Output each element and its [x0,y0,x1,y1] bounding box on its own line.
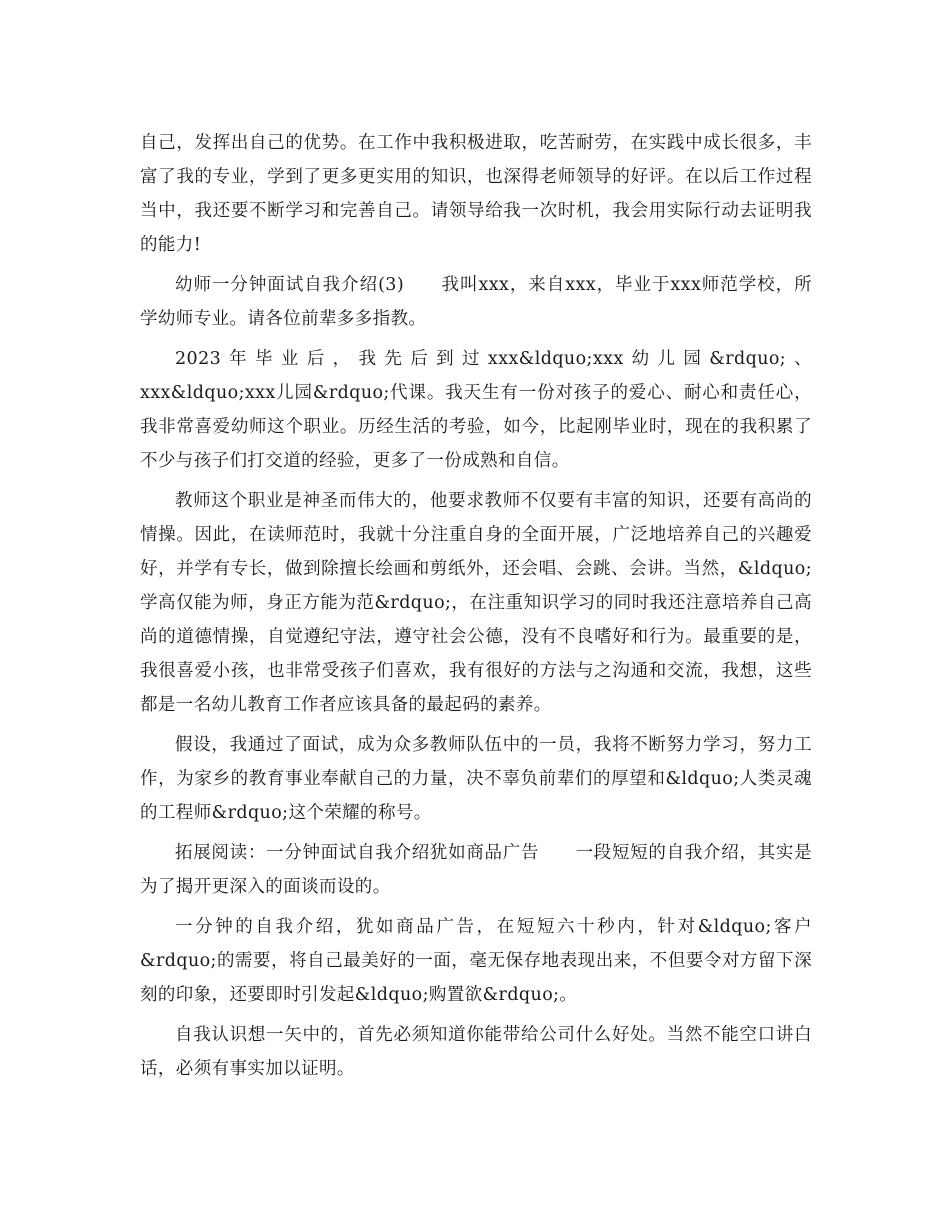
paragraph-self-awareness: 自我认识想一矢中的，首先必须知道你能带给公司什么好处。当然不能空口讲白话，必须有事实加以证明。 [140,1025,812,1079]
paragraph-teacher-qualities: 教师这个职业是神圣而伟大的，他要求教师不仅要有丰富的知识，还要有高尚的情操。因此，在读师范时，我就十分注重自身的全面开展，广泛地培养自己的兴趣爱好，并学有专长，做到除擅长绘画和剪纸外，还会唱、会跳、会讲。当然，&ldquo;学高仅能为师，身正方能为范&rdquo;，在注重知识学习的同时我还注意培养自己高尚的道德情操，自觉遵纪守法，遵守社会公德，没有不良嗜好和行为。最重要的是，我很喜爱小孩，也非常受孩子们喜欢，我有很好的方法与之沟通和交流，我想，这些都是一名幼儿教育工作者应该具备的最起码的素养。 [140,491,812,715]
paragraph-continuation: 自己，发挥出自己的优势。在工作中我积极进取，吃苦耐劳，在实践中成长很多，丰富了我的专业，学到了更多更实用的知识，也深得老师领导的好评。在以后工作过程当中，我还要不断学习和完善自己。请领导给我一次时机，我会用实际行动去证明我的能力! [140,133,812,255]
paragraph-extended-reading: 拓展阅读：一分钟面试自我介绍犹如商品广告 一段短短的自我介绍，其实是为了揭开更深入的面谈而设的。 [140,843,812,897]
document-body [140,126,812,1092]
paragraph-advertisement-analogy: 一分钟的自我介绍，犹如商品广告，在短短六十秒内，针对&ldquo;客户&rdquo;的需要，将自己最美好的一面，毫无保存地表现出来，不但要令对方留下深刻的印象，还要即时引发起&ldquo;购置欲&rdquo;。 [140,917,812,1005]
paragraph-commitment: 假设，我通过了面试，成为众多教师队伍中的一员，我将不断努力学习，努力工作，为家乡的教育事业奉献自己的力量，决不辜负前辈们的厚望和&ldquo;人类灵魂的工程师&rdquo;这个荣耀的称号。 [140,735,812,823]
paragraph-section-3-intro: 幼师一分钟面试自我介绍(3) 我叫xxx，来自xxx，毕业于xxx师范学校，所学幼师专业。请各位前辈多多指教。 [140,275,812,329]
paragraph-experience: 2023年毕业后，我先后到过xxx&ldquo;xxx幼儿园&rdquo;、xxx&ldquo;xxx儿园&rdquo;代课。我天生有一份对孩子的爱心、耐心和责任心，我非常喜爱幼师这个职业。历经生活的考验，如今，比起刚毕业时，现在的我积累了不少与孩子们打交道的经验，更多了一份成熟和自信。 [140,349,812,471]
